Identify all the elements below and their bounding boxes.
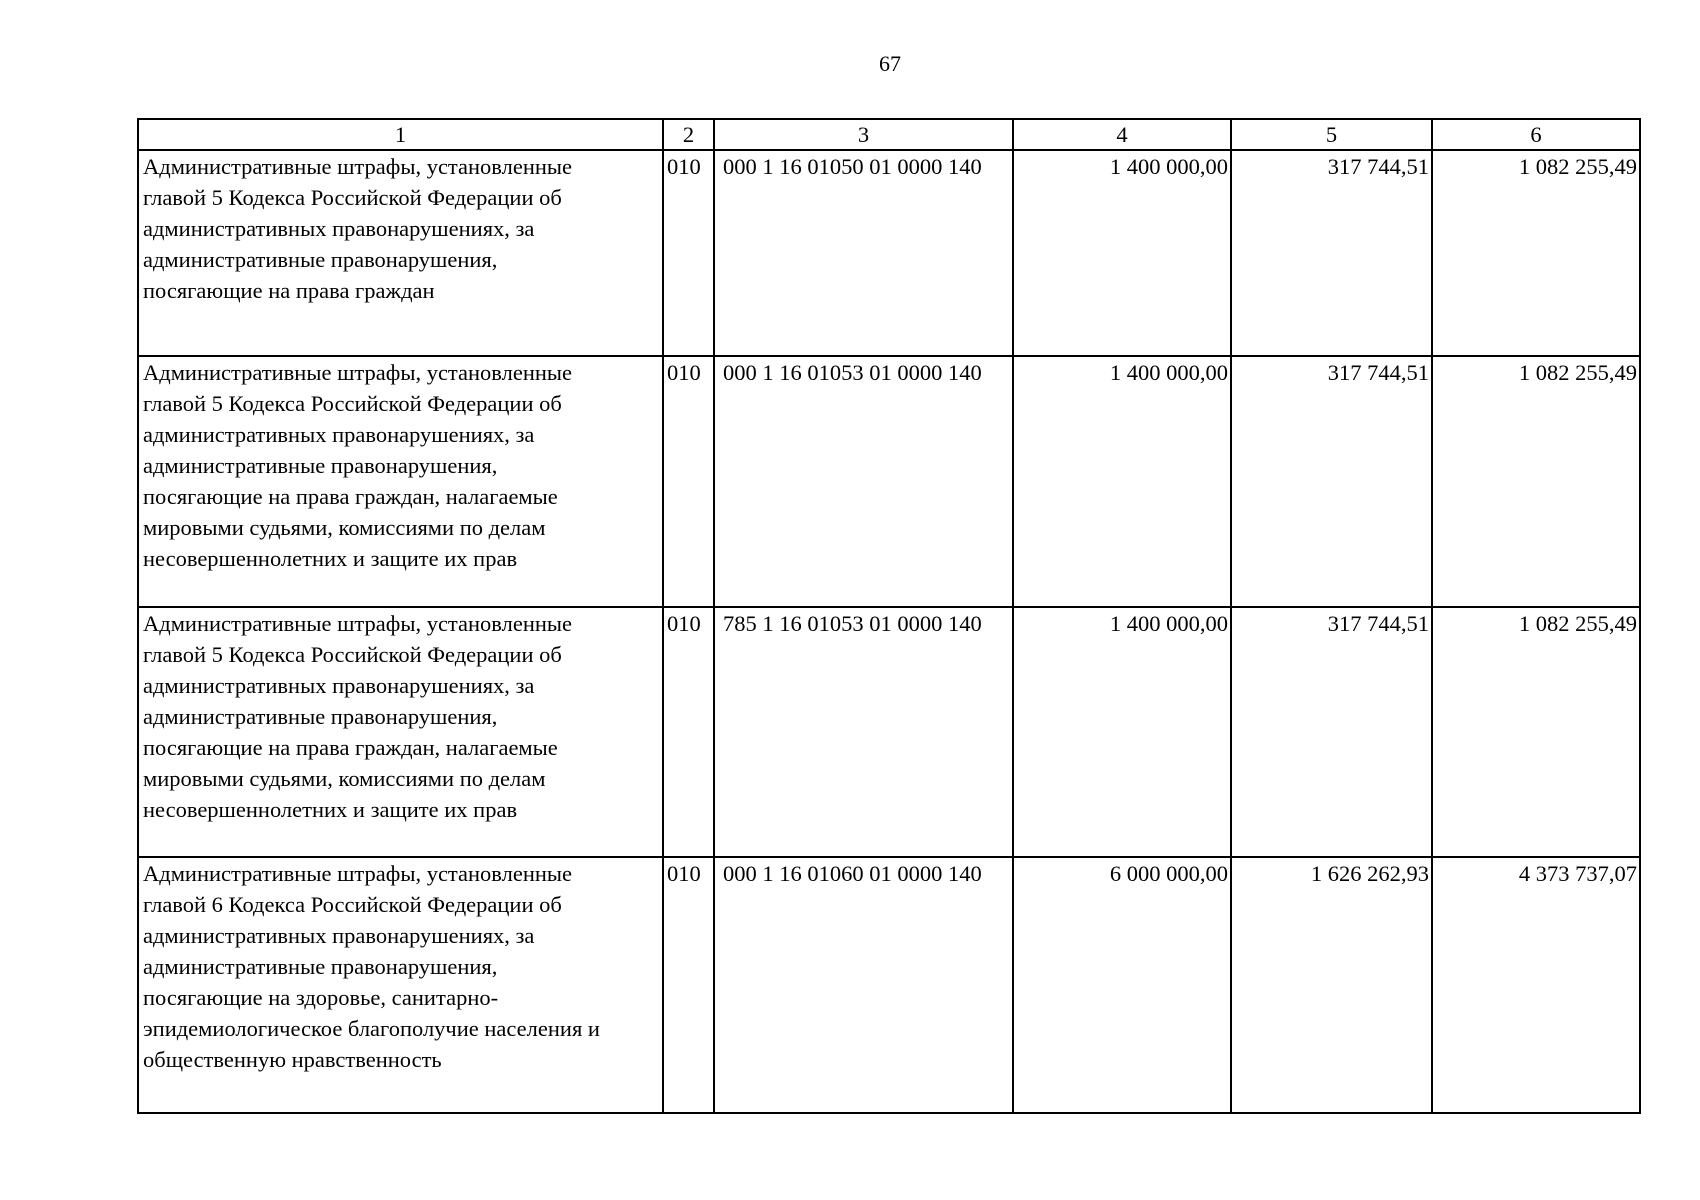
row-unexecuted-amount: 1 082 255,49 [1432, 150, 1640, 356]
row-line-code: 010 [663, 356, 714, 607]
row-budget-code: 000 1 16 01050 01 0000 140 [714, 150, 1013, 356]
row-unexecuted-amount: 4 373 737,07 [1432, 857, 1640, 1113]
row-budget-code: 000 1 16 01060 01 0000 140 [714, 857, 1013, 1113]
column-number: 3 [714, 119, 1013, 150]
row-approved-amount: 1 400 000,00 [1013, 356, 1231, 607]
row-name: Административные штрафы, установленные главой 6 Кодекса Российской Федерации об административных правонарушениях, за административные правонарушения, посягающие на здоровье, санитарно- эпидемиологическое благополучие населения и общественную нравственность [138, 857, 663, 1113]
table-row [138, 356, 1640, 607]
row-approved-amount: 1 400 000,00 [1013, 150, 1231, 356]
row-line-code: 010 [663, 857, 714, 1113]
row-unexecuted-amount: 1 082 255,49 [1432, 356, 1640, 607]
column-number: 2 [663, 119, 714, 150]
page-number: 67 [879, 51, 901, 76]
table-row [138, 150, 1640, 356]
row-approved-amount: 6 000 000,00 [1013, 857, 1231, 1113]
row-line-code: 010 [663, 607, 714, 857]
column-number: 1 [138, 119, 663, 150]
table-row [138, 607, 1640, 857]
row-executed-amount: 1 626 262,93 [1231, 857, 1432, 1113]
column-number: 4 [1013, 119, 1231, 150]
row-budget-code: 785 1 16 01053 01 0000 140 [714, 607, 1013, 857]
row-unexecuted-amount: 1 082 255,49 [1432, 607, 1640, 857]
row-name: Административные штрафы, установленные главой 5 Кодекса Российской Федерации об административных правонарушениях, за административные правонарушения, посягающие на права граждан [138, 150, 663, 356]
budget-table [137, 118, 1641, 1114]
row-executed-amount: 317 744,51 [1231, 356, 1432, 607]
column-number: 6 [1432, 119, 1640, 150]
table-row [138, 857, 1640, 1113]
column-number-row [138, 119, 1640, 150]
row-name: Административные штрафы, установленные главой 5 Кодекса Российской Федерации об административных правонарушениях, за административные правонарушения, посягающие на права граждан, налагаемые мировыми судьями, комиссиями по делам несовершеннолетних и защите их прав [138, 607, 663, 857]
row-budget-code: 000 1 16 01053 01 0000 140 [714, 356, 1013, 607]
row-line-code: 010 [663, 150, 714, 356]
row-executed-amount: 317 744,51 [1231, 607, 1432, 857]
row-name: Административные штрафы, установленные главой 5 Кодекса Российской Федерации об административных правонарушениях, за административные правонарушения, посягающие на права граждан, налагаемые мировыми судьями, комиссиями по делам несовершеннолетних и защите их прав [138, 356, 663, 607]
row-executed-amount: 317 744,51 [1231, 150, 1432, 356]
row-approved-amount: 1 400 000,00 [1013, 607, 1231, 857]
column-number: 5 [1231, 119, 1432, 150]
